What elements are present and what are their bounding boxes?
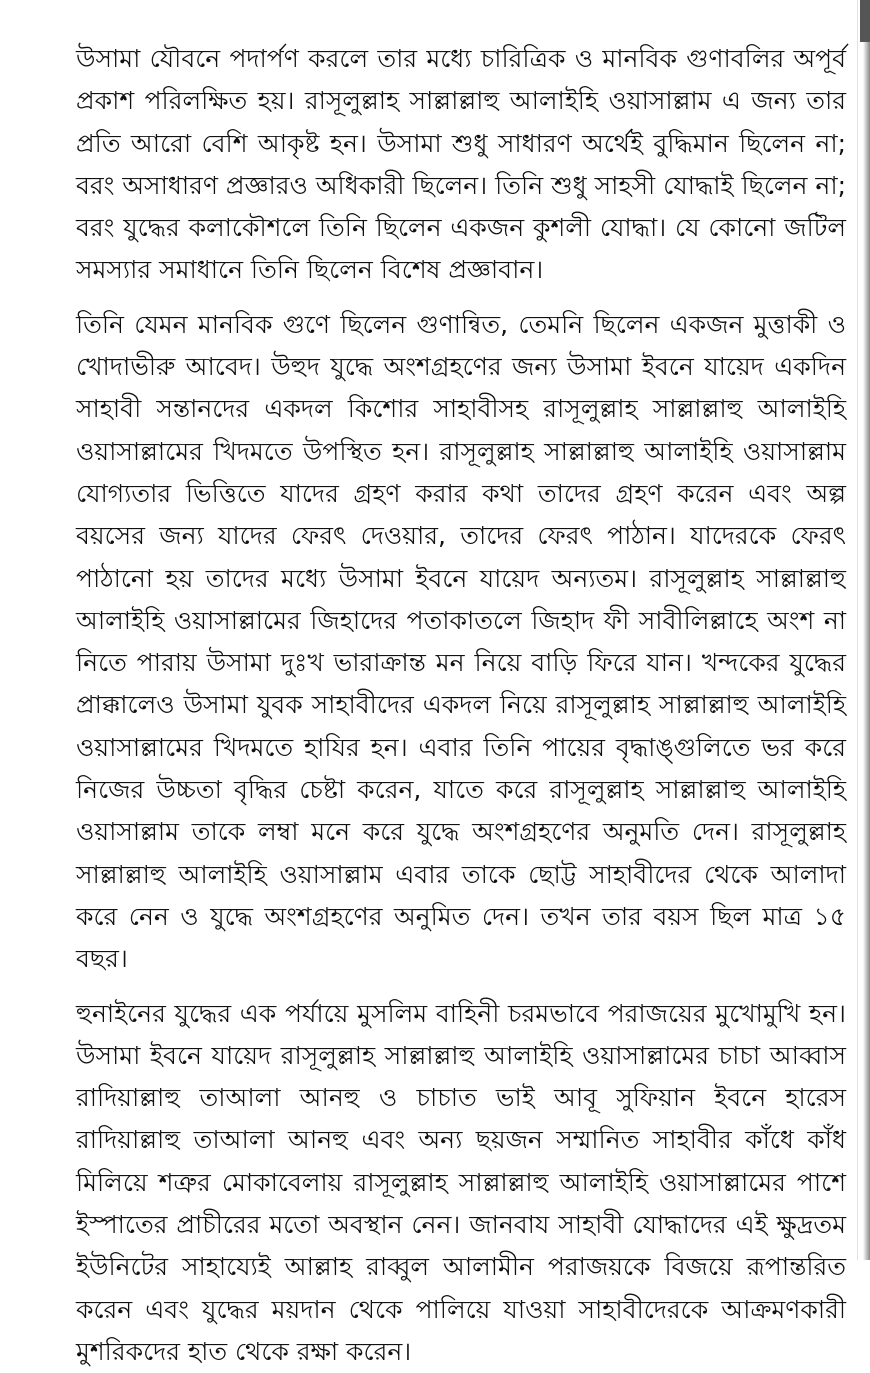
page-fold-line [857,0,858,1260]
scan-corner-mark [860,0,870,42]
page-edge-shadow [863,0,870,1260]
paragraph-1: উসামা যৌবনে পদার্পণ করলে তার মধ্যে চারিত্রিক ও মানবিক গুণাবলির অপূর্ব প্রকাশ পরিলক্ষিত হয়। রাসূলুল্লাহ সাল্লাল্লাহু আলাইহি ওয়াসাল্লাম এ জন্য তার প্রতি আরো বেশি আকৃষ্ট হন। উসামা শুধু সাধারণ অর্থেই বুদ্ধিমান ছিলেন না; বরং অসাধারণ প্রজ্ঞারও অধিকারী ছিলেন। তিনি শুধু সাহসী যোদ্ধাই ছিলেন না; বরং যুদ্ধের কলাকৌশলে তিনি ছিলেন একজন কুশলী যোদ্ধা। যে কোনো জটিল সমস্যার সমাধানে তিনি ছিলেন বিশেষ প্রজ্ঞাবান। [76,44,846,285]
paragraph-3: হুনাইনের যুদ্ধের এক পর্যায়ে মুসলিম বাহিনী চরমভাবে পরাজয়ের মুখোমুখি হন। উসামা ইবনে যায়েদ রাসূলুল্লাহ সাল্লাল্লাহু আলাইহি ওয়াসাল্লামের চাচা আব্বাস রাদিয়াল্লাহু তাআলা আনহু ও চাচাত ভাই আবূ সুফিয়ান ইবনে হারেস রাদিয়াল্লাহু তাআলা আনহু এবং অন্য ছয়জন সম্মানিত সাহাবীর কাঁধে কাঁধ মিলিয়ে শত্রুর মোকাবেলায় রাসূলুল্লাহ সাল্লাল্লাহু আলাইহি ওয়াসাল্লামের পাশে ইস্পাতের প্রাচীরের মতো অবস্থান নেন। জানবায সাহাবী যোদ্ধাদের এই ক্ষুদ্রতম ইউনিটের সাহায্যেই আল্লাহ রাব্বুল আলামীন পরাজয়কে বিজয়ে রূপান্তরিত করেন এবং যুদ্ধের ময়দান থেকে পালিয়ে যাওয়া সাহাবীদেরকে আক্রমণকারী মুশরিকদের হাত থেকে রক্ষা করেন। [76,998,846,1366]
paragraph-2: তিনি যেমন মানবিক গুণে ছিলেন গুণান্বিত, তেমনি ছিলেন একজন মুত্তাকী ও খোদাভীরু আবেদ। উহুদ যুদ্ধে অংশগ্রহণের জন্য উসামা ইবনে যায়েদ একদিন সাহাবী সন্তানদের একদল কিশোর সাহাবীসহ রাসূলুল্লাহ সাল্লাল্লাহু আলাইহি ওয়াসাল্লামের খিদমতে উপস্থিত হন। রাসূলুল্লাহ সাল্লাল্লাহু আলাইহি ওয়াসাল্লাম যোগ্যতার ভিত্তিতে যাদের গ্রহণ করার কথা তাদের গ্রহণ করেন এবং অল্প বয়সের জন্য যাদের ফেরৎ দেওয়ার, তাদের ফেরৎ পাঠান। যাদেরকে ফেরৎ পাঠানো হয় তাদের মধ্যে উসামা ইবনে যায়েদ অন্যতম। রাসূলুল্লাহ সাল্লাল্লাহু আলাইহি ওয়াসাল্লামের জিহাদের পতাকাতলে জিহাদ ফী সাবীলিল্লাহে অংশ না নিতে পারায় উসামা দুঃখ ভারাক্রান্ত মন নিয়ে বাড়ি ফিরে যান। খন্দকের যুদ্ধের প্রাক্কালেও উসামা যুবক সাহাবীদের একদল নিয়ে রাসূলুল্লাহ সাল্লাল্লাহু আলাইহি ওয়াসাল্লামের খিদমতে হাযির হন। এবার তিনি পায়ের বৃদ্ধাঙ্গুলিতে ভর করে নিজের উচ্চতা বৃদ্ধির চেষ্টা করেন, যাতে করে রাসূলুল্লাহ সাল্লাল্লাহু আলাইহি ওয়াসাল্লাম তাকে লম্বা মনে করে যুদ্ধে অংশগ্রহণের অনুমতি দেন। রাসূলুল্লাহ সাল্লাল্লাহু আলাইহি ওয়াসাল্লাম এবার তাকে ছোট্ট সাহাবীদের থেকে আলাদা করে নেন ও যুদ্ধে অংশগ্রহণের অনুমিত দেন। তখন তার বয়স ছিল মাত্র ১৫ বছর। [76,309,846,974]
body-text [76,38,846,1373]
